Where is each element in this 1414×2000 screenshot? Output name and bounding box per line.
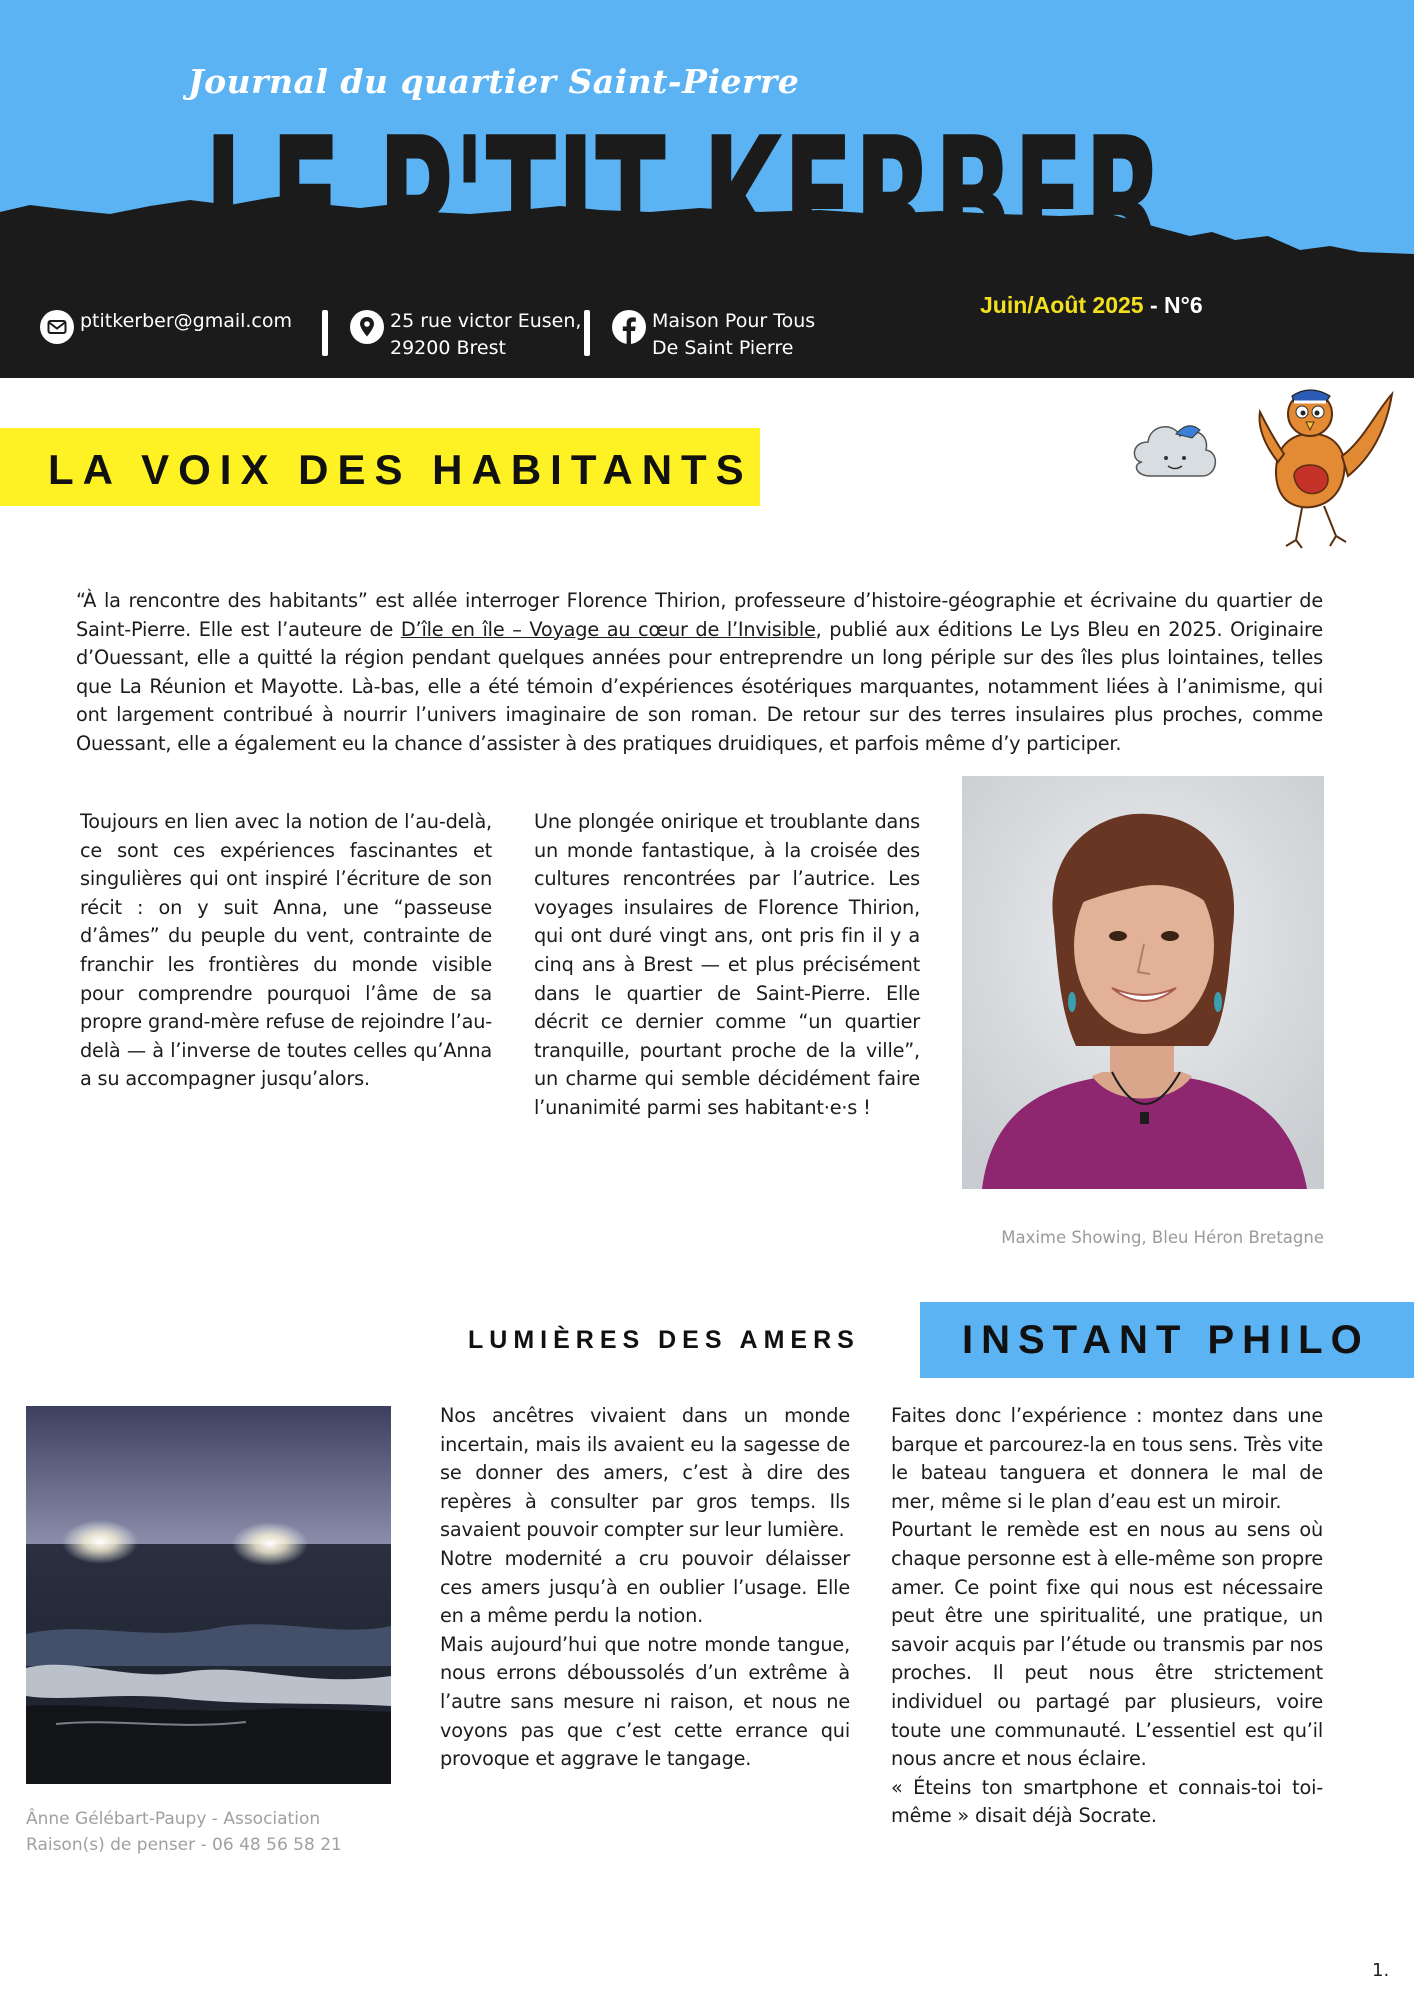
contact-address	[350, 308, 581, 362]
section-heading-philo: INSTANT PHILO	[962, 1318, 1370, 1362]
intro-paragraph: “À la rencontre des habitants” est allée interroger Florence Thirion, professeure d’histoire-géographie et écrivaine du quartier de Saint-Pierre. Elle est l’auteure de D’île en île – Voyage au cœur de l’Invisible, publié aux éditions Le Lys Bleu en 2025. Originaire d’Ouessant, elle a quitté la région pendant quelques années pour entreprendre un long périple sur des îles plus lointaines, telles que La Réunion et Mayotte. Là-bas, elle a été témoin d’expériences ésotériques marquantes, notamment liées à l’animisme, qui ont largement contribué à nourrir l’univers imaginaire de son roman. De retour sur des terres insulaires plus proches, comme Ouessant, elle a également eu la chance d’assister à des pratiques druidiques, et parfois même d’y participer.	[76, 589, 1323, 755]
page-number: 1.	[1372, 1960, 1390, 1981]
paragraph: « Éteins ton smartphone et connais-toi toi-même » disait déjà Socrate.	[891, 1775, 1323, 1828]
divider	[322, 310, 328, 356]
bird-sailor-icon	[1260, 390, 1392, 548]
title-logo-text: LE P'TIT KERBER	[204, 99, 1164, 271]
edition-number: - N°6	[1143, 292, 1203, 318]
voix-column-2: Une plongée onirique et troublante dans un monde fantastique, à la croisée des cultures rencontrées par l’autrice. Les voyages insulaires de Florence Thirion, qui ont duré vingt ans, ont pris fin il y a cinq ans à Brest — et plus précisément dans le quartier de Saint-Pierre. Elle décrit ce dernier comme “un quartier tranquille, pourtant proche de la ville”, un charme qui semble décidément faire l’unanimité parmi ses habitant·e·s !	[534, 810, 920, 1119]
section-heading-voix: LA VOIX DES HABITANTS	[48, 446, 753, 493]
cloud-character-icon	[1134, 426, 1215, 476]
mascot-illustration	[1126, 372, 1414, 552]
author-portrait-photo	[962, 776, 1324, 1189]
facebook-line-1[interactable]: Maison Pour Tous	[652, 310, 816, 332]
paragraph: Faites donc l’expérience : montez dans une barque et parcourez-la en tous sens. Très vite le bateau tanguera et donnera le mal de mer, même si le plan d’eau est un miroir.	[891, 1404, 1323, 1513]
paragraph: Notre modernité a cru pouvoir délaisser ces amers jusqu’à en oublier l’usage. Elle en a même perdu la notion.	[440, 1546, 850, 1628]
section-banner-voix	[0, 428, 760, 506]
paragraph: Nos ancêtres vivaient dans un monde incertain, mais ils avaient eu la sagesse de se donner des amers, c’est à dire des repères à consulter par gros temps. Ils savaient pouvoir compter sur leur lumière.	[440, 1404, 850, 1542]
title-logo	[204, 96, 1164, 271]
email-text[interactable]: ptitkerber@gmail.com	[80, 310, 293, 332]
book-title-link[interactable]: D’île en île – Voyage au cœur de l’Invisible	[400, 617, 816, 641]
section-banner-philo	[920, 1302, 1414, 1378]
address-line-2: 29200 Brest	[390, 337, 506, 359]
location-pin-icon	[350, 310, 384, 344]
masthead-header	[0, 0, 1414, 378]
journal-label: Journal du quartier Saint-Pierre	[188, 62, 800, 101]
address-line-1: 25 rue victor Eusen,	[390, 310, 582, 332]
divider	[584, 310, 590, 356]
edition-date: Juin/Août 2025	[980, 292, 1144, 318]
philo-column-1	[440, 1402, 850, 1774]
contact-email[interactable]	[40, 308, 292, 344]
facebook-line-2[interactable]: De Saint Pierre	[652, 337, 794, 359]
contact-facebook[interactable]	[612, 308, 815, 362]
photo-credit: Maxime Showing, Bleu Héron Bretagne	[1001, 1228, 1324, 1247]
credit-line-2: Raison(s) de penser - 06 48 56 58 21	[26, 1835, 342, 1855]
article-credit	[26, 1806, 406, 1858]
paragraph: Pourtant le remède est en nous au sens où chaque personne est à elle-même son propre amer. Ce point fixe qui nous est nécessaire peut être une spiritualité, une pratique, un savoir acquis par l’étude ou transmis par nos proches. Il peut nous être strictement individuel ou partagé par plusieurs, voire toute une communauté. L’essentiel est qu’il nous ancre et nous éclaire.	[891, 1518, 1323, 1771]
seascape-lights-photo	[26, 1406, 391, 1784]
philo-column-2	[891, 1402, 1323, 1831]
credit-line-1: Ânne Gélébart-Paupy - Association	[26, 1809, 321, 1829]
mail-icon	[40, 310, 74, 344]
voix-column-1: Toujours en lien avec la notion de l’au-delà, ce sont ces expériences fascinantes et singulières qui ont inspiré l’écriture de son récit : on y suit Anna, une “passeuse d’âmes” du peuple du vent, contrainte de franchir les frontières du monde visible pour comprendre pourquoi l’âme de sa propre grand-mère refuse de rejoindre l’au-delà — à l’inverse de toutes celles qu’Anna a su accompagner jusqu’alors.	[80, 810, 492, 1091]
paragraph: Mais aujourd’hui que notre monde tangue, nous errons déboussolés d’un extrême à l’autre sans mesure ni raison, et nous ne voyons pas que c’est cette errance qui provoque et aggrave le tangage.	[440, 1632, 850, 1771]
edition-info	[980, 292, 1203, 319]
section-subheading-lumieres: LUMIÈRES DES AMERS	[468, 1326, 860, 1354]
facebook-icon	[612, 310, 646, 344]
